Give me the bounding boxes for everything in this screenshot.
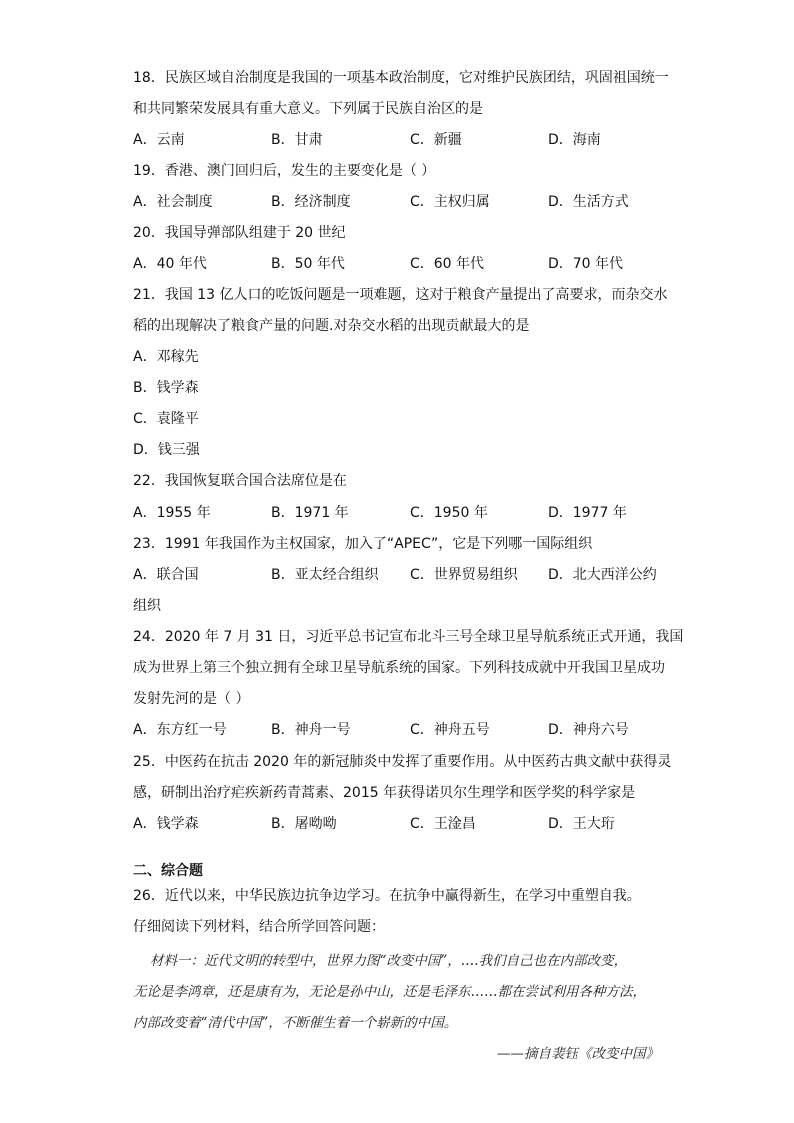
q25-option-a: A．钱学森 <box>133 816 199 832</box>
q23-option-b: B．亚太经合组织 <box>271 567 379 583</box>
q24-line-2: 成为世界上第三个独立拥有全球卫星导航系统的国家。下列科技成就中开我国卫星成功 <box>133 660 665 676</box>
q24-option-b: B．神舟一号 <box>271 722 351 738</box>
q22-option-c: C．1950 年 <box>410 505 488 521</box>
material-line-3: 内部改变着“清代中国”，不断催生着一个崭新的中国。 <box>133 1015 458 1031</box>
q20-option-b: B．50 年代 <box>271 256 345 272</box>
q21-option-a: A．邓稼先 <box>133 349 199 365</box>
q22-line-1: 22．我国恢复联合国合法席位是在 <box>133 473 347 489</box>
q21-option-c: C．袁隆平 <box>133 411 199 427</box>
q25-option-d: D．王大珩 <box>548 816 615 832</box>
q20-option-c: C．60 年代 <box>410 256 485 272</box>
q24-line-1: 24．2020 年 7 月 31 日，习近平总书记宣布北斗三号全球卫星导航系统正式开通，我国 <box>133 629 684 645</box>
q21-line-2: 稻的出现解决了粮食产量的问题.对杂交水稻的出现贡献最大的是 <box>133 318 530 334</box>
q20-line-1: 20．我国导弹部队组建于 20 世纪 <box>133 225 346 241</box>
q20-option-d: D．70 年代 <box>548 256 624 272</box>
q19-line-1: 19．香港、澳门回归后，发生的主要变化是（ ） <box>133 163 436 179</box>
q18-option-a: A．云南 <box>133 132 185 148</box>
section-heading: 二、综合题 <box>133 863 203 879</box>
q23-line-1: 23．1991 年我国作为主权国家，加入了“APEC”，它是下列哪一国际组织 <box>133 536 593 552</box>
q24-option-d: D．神舟六号 <box>548 722 629 738</box>
q20-option-a: A．40 年代 <box>133 256 207 272</box>
q19-option-d: D．生活方式 <box>548 194 629 210</box>
q26-line-1: 26．近代以来，中华民族边抗争边学习。在抗争中赢得新生，在学习中重塑自我。 <box>133 888 641 904</box>
q21-option-d: D．钱三强 <box>133 442 200 458</box>
q18-option-b: B．甘肃 <box>271 132 323 148</box>
q24-line-3: 发射先河的是（ ） <box>133 691 250 707</box>
q26-instruction: 仔细阅读下列材料，结合所学回答问题： <box>133 919 385 935</box>
q25-option-c: C．王淦昌 <box>410 816 476 832</box>
q23-option-d-continuation: 组织 <box>133 598 161 614</box>
q21-line-1: 21．我国 13 亿人口的吃饭问题是一项难题，这对于粮食产量提出了高要求，而杂交水 <box>133 287 668 303</box>
q23-option-d: D．北大西洋公约 <box>548 567 657 583</box>
q22-option-a: A．1955 年 <box>133 505 211 521</box>
q23-option-a: A．联合国 <box>133 567 199 583</box>
q23-option-c: C．世界贸易组织 <box>410 567 518 583</box>
q19-option-c: C．主权归属 <box>410 194 490 210</box>
q22-option-b: B．1971 年 <box>271 505 349 521</box>
q21-option-b: B．钱学森 <box>133 380 199 396</box>
q24-option-c: C．神舟五号 <box>410 722 490 738</box>
q25-line-2: 感，研制出治疗疟疾新药青蒿素、2015 年获得诺贝尔生理学和医学奖的科学家是 <box>133 785 636 801</box>
q25-line-1: 25．中医药在抗击 2020 年的新冠肺炎中发挥了重要作用。从中医药古典文献中获得灵 <box>133 754 672 770</box>
q18-option-d: D．海南 <box>548 132 601 148</box>
q18-option-c: C．新疆 <box>410 132 462 148</box>
q24-option-a: A．东方红一号 <box>133 722 227 738</box>
q22-option-d: D．1977 年 <box>548 505 627 521</box>
q25-option-b: B．屠呦呦 <box>271 816 337 832</box>
material-line-1: 材料一：近代文明的转型中，世界力图“改变中国”，.…我们自己也在内部改变， <box>150 953 628 969</box>
q18-line-2: 和共同繁荣发展具有重大意义。下列属于民族自治区的是 <box>133 101 483 117</box>
q19-option-a: A．社会制度 <box>133 194 213 210</box>
q18-line-1: 18．民族区域自治制度是我国的一项基本政治制度，它对维护民族团结，巩固祖国统一 <box>133 70 669 86</box>
q19-option-b: B．经济制度 <box>271 194 351 210</box>
material-source: ——摘自裴钰《改变中国》 <box>497 1046 659 1062</box>
material-line-2: 无论是李鸿章，还是康有为，无论是孙中山，还是毛泽东……都在尝试利用各种方法， <box>133 984 646 1000</box>
